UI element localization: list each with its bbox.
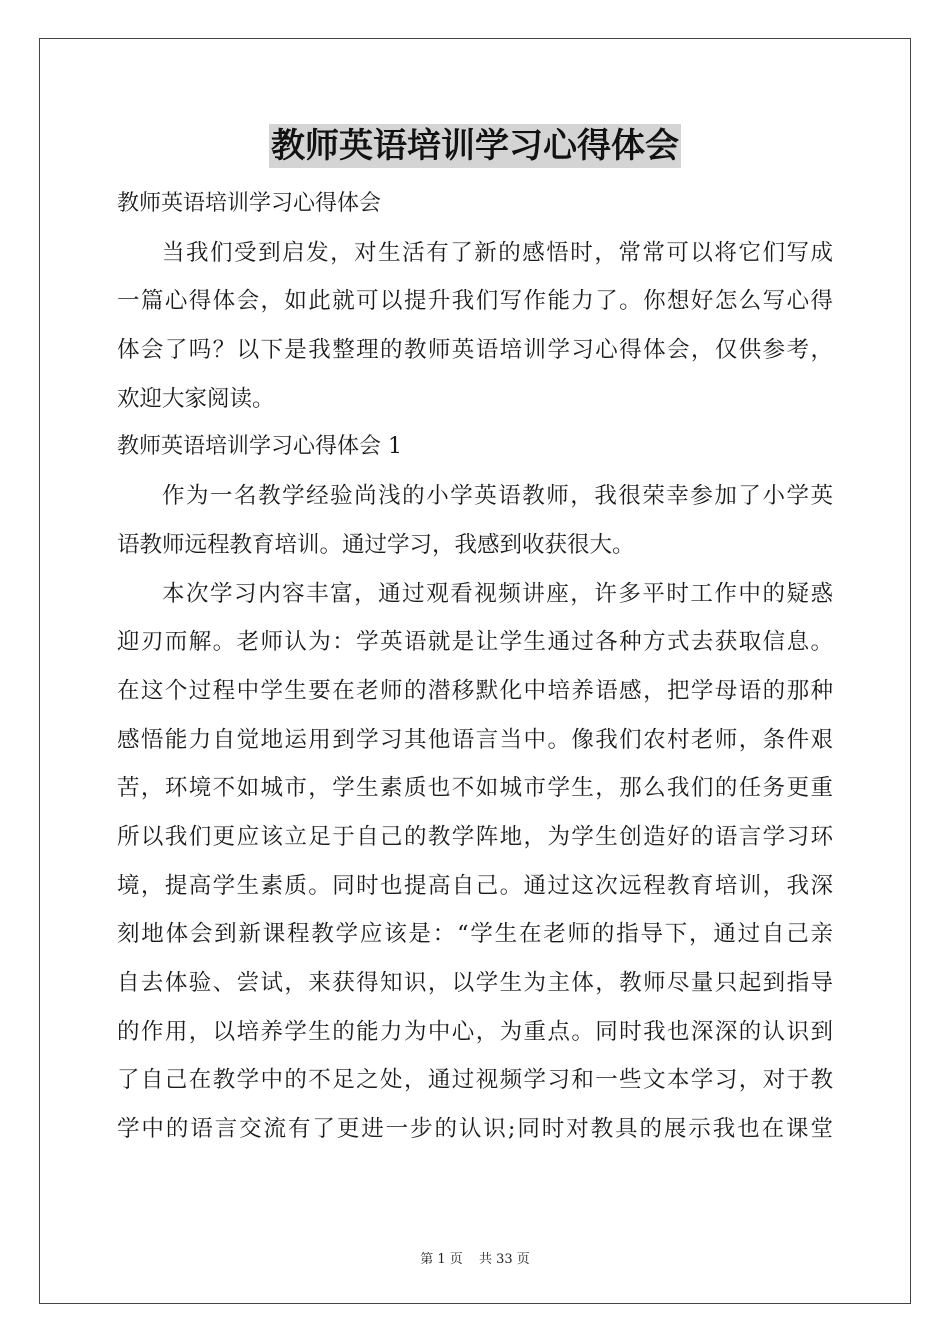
heading-text: 教师英语培训学习心得体会 1 [117, 434, 402, 460]
paragraph-line: 学中的语言交流有了更进一步的认识;同时对教具的展示我也在课堂 [117, 1116, 833, 1143]
heading-text: 教师英语培训学习心得体会 [117, 191, 382, 216]
section-heading [117, 423, 833, 472]
paragraph-line: 自去体验、尝试，来获得知识，以学生为主体，教师尽量只起到指导 [117, 970, 833, 996]
section-heading [117, 180, 833, 229]
paragraph-line: 体会了吗？以下是我整理的教师英语培训学习心得体会，仅供参考， [117, 337, 833, 364]
paragraph-line: 所以我们更应该立足于自己的教学阵地，为学生创造好的语言学习环 [117, 823, 833, 850]
page-footer [0, 1248, 950, 1267]
paragraph-line: 一篇心得体会，如此就可以提升我们写作能力了。你想好怎么写心得 [117, 288, 833, 315]
paragraph-line: 当我们受到启发，对生活有了新的感悟时，常常可以将它们写成 [162, 239, 833, 266]
paragraph-line: 作为一名教学经验尚浅的小学英语教师，我很荣幸参加了小学英 [162, 483, 833, 510]
paragraph-line: 了自己在教学中的不足之处，通过视频学习和一些文本学习，对于教 [117, 1067, 833, 1094]
paragraph-line: 的作用，以培养学生的能力为中心，为重点。同时我也深深的认识到 [117, 1018, 833, 1045]
paragraph-line: 苦，环境不如城市，学生素质也不如城市学生，那么我们的任务更重 [117, 775, 833, 802]
paragraph-line: 迎刃而解。老师认为：学英语就是让学生通过各种方式去获取信息。 [117, 629, 833, 656]
paragraph-line: 本次学习内容丰富，通过观看视频讲座，许多平时工作中的疑惑 [162, 580, 833, 607]
page-number: 第 1 页 [420, 1252, 463, 1267]
paragraph-line: 欢迎大家阅读。 [117, 385, 275, 412]
paragraph [117, 229, 833, 424]
paragraph [117, 570, 833, 1154]
paragraph-line: 境，提高学生素质。同时也提高自己。通过这次远程教育培训，我深 [117, 872, 833, 899]
title-container [0, 124, 950, 168]
paragraph-line: 感悟能力自觉地运用到学习其他语言当中。像我们农村老师，条件艰 [117, 726, 833, 753]
paragraph [117, 472, 833, 569]
paragraph-line: 在这个过程中学生要在老师的潜移默化中培养语感，把学母语的那种 [117, 677, 833, 704]
paragraph-line: 语教师远程教育培训。通过学习，我感到收获很大。 [117, 531, 635, 558]
paragraph-line: 刻地体会到新课程教学应该是：“学生在老师的指导下，通过自己亲 [117, 921, 833, 948]
document-body [117, 180, 833, 1154]
document-title: 教师英语培训学习心得体会 [271, 126, 679, 166]
page-total: 共 33 页 [478, 1252, 530, 1267]
